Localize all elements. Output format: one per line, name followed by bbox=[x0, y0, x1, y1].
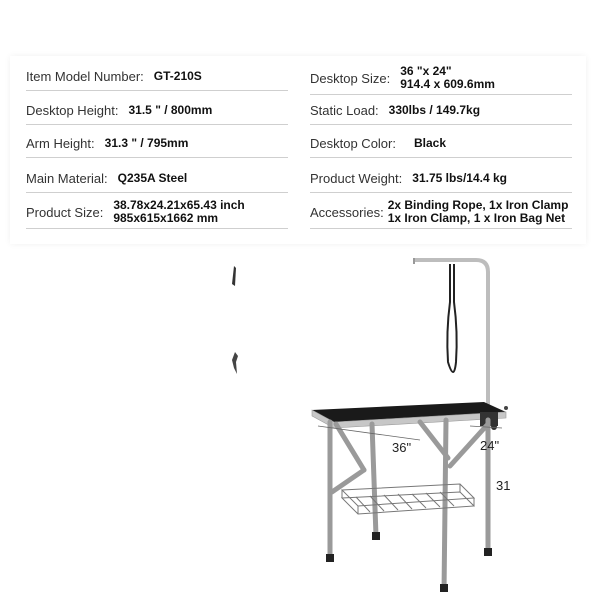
spec-row-accessories bbox=[310, 196, 572, 229]
spec-value-line: 38.78x24.21x65.43 inch bbox=[113, 198, 245, 212]
depth-dimension-label: 24" bbox=[480, 438, 500, 453]
spec-row-desktop-color bbox=[310, 129, 572, 158]
spec-value-line: 36 "x 24" bbox=[400, 64, 452, 78]
spec-row-main-material bbox=[26, 164, 288, 193]
grooming-table-illustration bbox=[300, 252, 530, 592]
spec-value: Black bbox=[413, 136, 447, 150]
spec-value: 31.75 lbs/14.4 kg bbox=[412, 171, 507, 185]
spec-value: 330lbs / 149.7kg bbox=[388, 103, 481, 117]
spec-label: Product Size: bbox=[26, 204, 104, 220]
spec-value bbox=[113, 199, 244, 225]
product-image-area bbox=[0, 244, 600, 600]
spec-label: Arm Height: bbox=[26, 135, 95, 151]
spec-table bbox=[10, 56, 586, 244]
spec-row-item-model bbox=[26, 62, 288, 91]
height-dimension-label: 31 bbox=[496, 478, 511, 493]
grooming-noose bbox=[447, 264, 456, 372]
spec-row-static-load bbox=[310, 96, 572, 125]
spec-value bbox=[388, 199, 569, 225]
storage-basket bbox=[342, 484, 474, 514]
spec-value-line: 914.4 x 609.6mm bbox=[400, 77, 495, 91]
spec-value-line: 985x615x1662 mm bbox=[113, 211, 219, 225]
spec-label: Desktop Color: bbox=[310, 135, 396, 151]
spec-value-line: 2x Binding Rope, 1x Iron Clamp bbox=[387, 198, 569, 212]
spec-value: Q235A Steel bbox=[117, 171, 188, 185]
spec-label: Accessories: bbox=[310, 204, 384, 220]
spec-label: Main Material: bbox=[26, 170, 108, 186]
spec-value: 31.3 " / 795mm bbox=[104, 136, 189, 150]
spec-label: Item Model Number: bbox=[26, 68, 144, 84]
spec-row-product-size bbox=[26, 196, 288, 229]
spec-label: Desktop Size: bbox=[310, 70, 391, 86]
spec-row-desktop-size bbox=[310, 62, 572, 95]
spec-row-arm-height bbox=[26, 129, 288, 158]
spec-value-line: 1x Iron Clamp, 1 x Iron Bag Net bbox=[387, 211, 566, 225]
spec-row-product-weight bbox=[310, 164, 572, 193]
spec-row-desktop-height bbox=[26, 96, 288, 125]
spec-label: Desktop Height: bbox=[26, 102, 119, 118]
stray-mark-icon bbox=[226, 264, 242, 374]
spec-value: 31.5 " / 800mm bbox=[128, 103, 213, 117]
spec-label: Product Weight: bbox=[310, 170, 403, 186]
width-dimension-label: 36" bbox=[392, 440, 412, 455]
spec-value bbox=[400, 65, 495, 91]
spec-label: Static Load: bbox=[310, 102, 379, 118]
spec-value: GT-210S bbox=[153, 69, 202, 83]
